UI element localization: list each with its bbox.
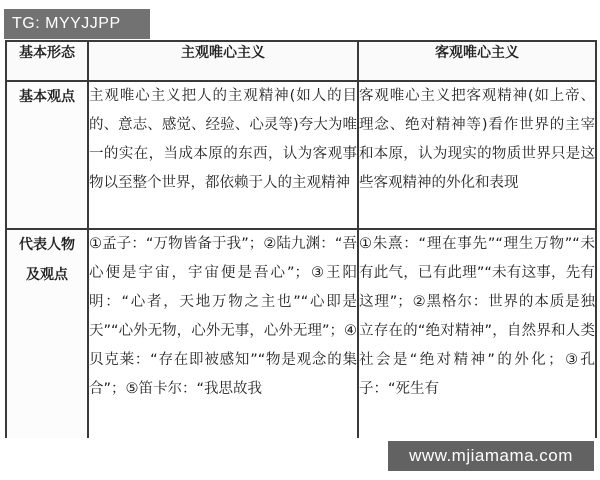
header-subjective-idealism: 主观唯心主义 bbox=[88, 41, 358, 81]
header-basic-form: 基本形态 bbox=[6, 41, 88, 81]
row-label-line: 及观点 bbox=[26, 267, 68, 283]
row-label-representatives bbox=[6, 229, 88, 438]
objective-basic-view-cell: 客观唯心主义把客观精神(如上帝、理念、绝对精神等)看作世界的主宰和本原，认为现实的物质世界只是这些客观精神的外化和表现 bbox=[358, 81, 596, 229]
watermark-bottom: www.mjiamama.com bbox=[388, 441, 594, 471]
row-label-basic-view bbox=[6, 81, 88, 229]
table-header-row bbox=[6, 41, 596, 81]
row-label-line: 代表人物 bbox=[19, 237, 75, 253]
watermark-top: TG: MYYJJPP bbox=[4, 9, 150, 39]
objective-representatives-cell: ①朱熹：“理在事先”“理生万物”“未有此气，已有此理”“未有这事，先有这理”；②黑格尔：世界的本质是独立存在的“绝对精神”，自然界和人类社会是“绝对精神”的外化；③孔子：“死生有 bbox=[358, 229, 596, 438]
row-label-line: 基本观点 bbox=[19, 89, 75, 105]
table-row bbox=[6, 229, 596, 438]
subjective-representatives-cell: ①孟子：“万物皆备于我”；②陆九渊：“吾心便是宇宙，宇宙便是吾心”；③王阳明：“心者，天地万物之主也”“心即是天”“心外无物，心外无事，心外无理”；④贝克莱：“存在即被感知”“物是观念的集合”；⑤笛卡尔：“我思故我 bbox=[88, 229, 358, 438]
header-objective-idealism: 客观唯心主义 bbox=[358, 41, 596, 81]
table-row bbox=[6, 81, 596, 229]
subjective-basic-view-cell: 主观唯心主义把人的主观精神(如人的目的、意志、感觉、经验、心灵等)夸大为唯一的实在，当成本原的东西，认为客观事物以至整个世界，都依赖于人的主观精神 bbox=[88, 81, 358, 229]
comparison-table bbox=[5, 40, 597, 438]
